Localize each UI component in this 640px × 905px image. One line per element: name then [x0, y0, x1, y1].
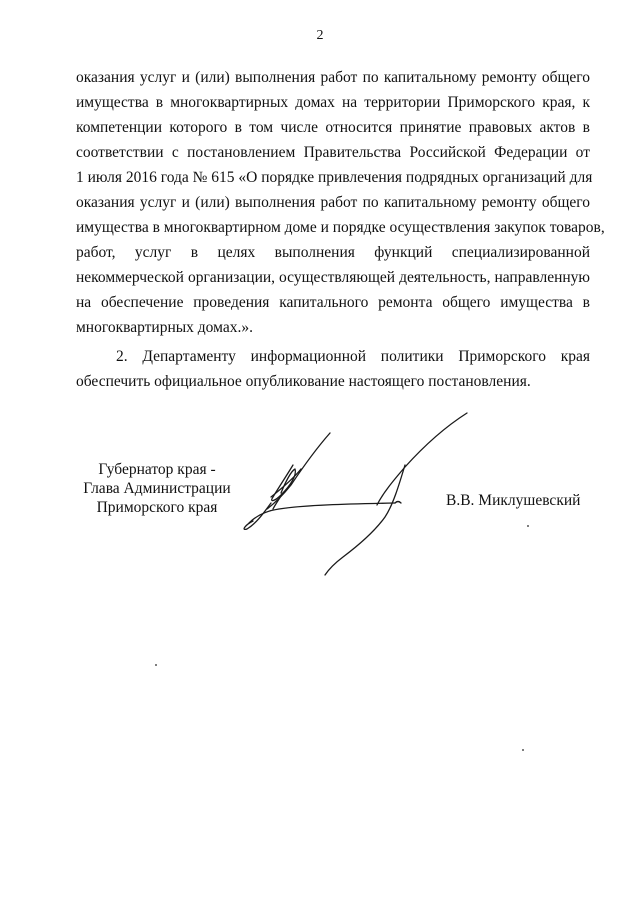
- text-line: некоммерческой организации, осуществляющей деятельность, направленную: [76, 269, 590, 286]
- text-line: имущества в многоквартирном доме и порядке осуществления закупок товаров,: [76, 219, 605, 236]
- text-line: обеспечить официальное опубликование настоящего постановления.: [76, 373, 531, 390]
- scan-speck: [527, 525, 529, 527]
- signatory-title: [62, 460, 252, 517]
- signatory-title-line: Губернатор края -: [98, 461, 216, 478]
- signatory-title-line: Глава Администрации: [83, 480, 231, 497]
- scan-speck: [522, 749, 524, 751]
- text-line: оказания услуг и (или) выполнения работ по капитальному ремонту общего: [76, 69, 590, 86]
- text-line: имущества в многоквартирных домах на территории Приморского края, к: [76, 94, 590, 111]
- scan-speck: [155, 664, 157, 666]
- signatory-title-line: Приморского края: [96, 499, 218, 516]
- text-line: соответствии с постановлением Правительства Российской Федерации от: [76, 144, 590, 161]
- handwritten-signature-icon: [235, 405, 475, 580]
- signatory-name: В.В. Миклушевский: [446, 492, 581, 509]
- text-line: оказания услуг и (или) выполнения работ по капитальному ремонту общего: [76, 194, 590, 211]
- text-line: на обеспечение проведения капитального ремонта общего имущества в: [76, 294, 590, 311]
- text-line: 1 июля 2016 года № 615 «О порядке привлечения подрядных организаций для: [76, 169, 593, 186]
- text-line: многоквартирных домах.».: [76, 319, 253, 336]
- text-line: 2. Департаменту информационной политики Приморского края: [116, 348, 590, 365]
- text-line: компетенции которого в том числе относится принятие правовых актов в: [76, 119, 590, 136]
- text-line: работ, услуг в целях выполнения функций специализированной: [76, 244, 590, 261]
- page-number: 2: [316, 28, 324, 43]
